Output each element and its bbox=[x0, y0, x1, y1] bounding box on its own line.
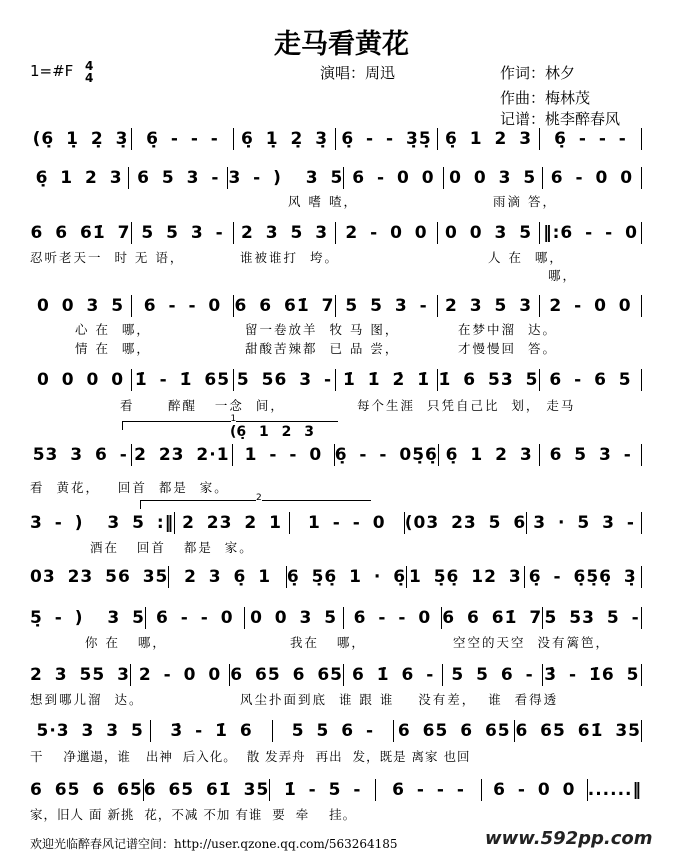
measure: 1 5̣6̣ 12 3 bbox=[407, 566, 524, 588]
transcriber: 记谱：桃李醉春风 bbox=[500, 110, 621, 128]
measure: ‖:6 - - 0 bbox=[540, 222, 642, 244]
lyric: 心 在 哪， bbox=[75, 322, 151, 337]
measure: 6 - 6 5 bbox=[540, 369, 642, 391]
singer: 演唱：周迅 bbox=[320, 64, 396, 82]
lyric: 每个生涯 只凭自己比 划， 走马 bbox=[357, 398, 576, 413]
measure: 2 3 6̣ 1 bbox=[169, 566, 286, 588]
measure: 1̇ - 5 - bbox=[270, 779, 376, 801]
measure: 6̣ 1 2 3 bbox=[439, 444, 541, 466]
measure: 6 65 61̇ 35 bbox=[143, 780, 270, 800]
measure: 3̇ - 1̇6 5 bbox=[543, 664, 642, 686]
measure: 5̣ - ) 3 5 bbox=[30, 608, 145, 628]
notation-row bbox=[30, 779, 642, 801]
measure: 6 - 0 0 bbox=[482, 779, 588, 801]
measure: 6 - 0 0 bbox=[543, 167, 642, 189]
measure: 0 0 3 5 bbox=[245, 607, 344, 629]
measure: 2 - 0 0 bbox=[336, 222, 438, 244]
lyric: 甜酸苦辣都 已 品 尝， bbox=[245, 341, 400, 356]
lyric: 谁被谁打 垮。 bbox=[240, 250, 339, 265]
measure: 3̇ - 1̇ 6 bbox=[151, 720, 272, 742]
volta-1-label: 1 bbox=[230, 414, 237, 424]
lyric: 才慢慢回 答。 bbox=[458, 341, 557, 356]
volta-2 bbox=[140, 493, 371, 509]
volta-2-label: 2 bbox=[256, 493, 262, 503]
lyric: 家，旧人 面 新挑 花，不减 不加 有谁 要 牵 挂。 bbox=[30, 807, 357, 822]
measure: 2 23 2 1 bbox=[175, 512, 290, 534]
lyric: 风尘扑面到底 谁 跟 谁 没有差， 谁 看得透 bbox=[240, 692, 559, 707]
measure: 0 0 3 5 bbox=[438, 222, 540, 244]
measure: 6̣ - - - bbox=[132, 128, 234, 150]
measure: ......‖ bbox=[587, 780, 642, 800]
lyric: 人 在 哪， bbox=[488, 250, 564, 265]
measure: 2 3 5 3 bbox=[234, 222, 336, 244]
lyric: 酒在 回首 都是 家。 bbox=[90, 540, 254, 555]
measure: 6̣ 1̣ 2̣ 3̣ bbox=[234, 128, 336, 150]
lyric: 哪， bbox=[548, 268, 578, 283]
lyric: 想到哪儿溜 达。 bbox=[30, 692, 144, 707]
notation-row bbox=[30, 295, 642, 317]
measure: 6 6 61̇ 7 bbox=[442, 608, 543, 628]
measure: 6 65 6 65 bbox=[30, 780, 143, 800]
measure: 5 5 6 - bbox=[273, 720, 394, 742]
notation-row bbox=[30, 512, 642, 534]
lyric: 空空的天空 没有篱笆， bbox=[453, 635, 610, 650]
measure: (6̣ 1̣ 2̣ 3̣ bbox=[30, 128, 132, 150]
notation-row bbox=[30, 222, 642, 244]
measure: 1 - - 0 bbox=[290, 512, 405, 534]
measure: 5 56 3 - bbox=[234, 369, 336, 391]
measure: 03 23 56 35 bbox=[30, 567, 169, 587]
lyric: 情 在 哪， bbox=[75, 341, 151, 356]
song-title: 走马看黄花 bbox=[274, 29, 409, 60]
measure: 53 3 6 - bbox=[30, 444, 132, 466]
measure: 2 3 5 3 bbox=[438, 295, 540, 317]
time-sig-bottom: 4 bbox=[85, 71, 94, 85]
notation-row bbox=[30, 369, 642, 391]
lyric: 我在 哪， bbox=[290, 635, 366, 650]
notation-row bbox=[30, 167, 642, 189]
measure: 6 5 3 - bbox=[129, 167, 228, 189]
lyric: 风 嗜 喳， bbox=[288, 194, 358, 209]
notation-row bbox=[30, 607, 642, 629]
measure: 6̣ - 6̣5̣6̣ 3̣ bbox=[525, 566, 642, 588]
measure: 6 - - 0 bbox=[146, 607, 245, 629]
lyric: 醉醒 一念 间， bbox=[168, 398, 285, 413]
measure: 3 · 5 3 - bbox=[527, 512, 642, 534]
lyric: 忍听老天一 时 无 语， bbox=[30, 250, 185, 265]
measure: (03 23 5 6 bbox=[404, 513, 527, 533]
composer: 作曲：梅林茂 bbox=[500, 89, 591, 107]
watermark: www.592pp.com bbox=[485, 828, 653, 849]
measure: 6 5 3 - bbox=[540, 444, 642, 466]
measure: 5·3 3 3 5 bbox=[30, 720, 151, 742]
measure: 1̇ - 1̇ 65 bbox=[132, 369, 234, 391]
notation-row bbox=[30, 128, 642, 150]
measure: 6 65 6 65 bbox=[394, 720, 515, 742]
measure: 1̇ 1̇ 2̇ 1̇ bbox=[336, 369, 438, 391]
lyricist: 作词：林夕 bbox=[500, 64, 576, 82]
measure: 3 - ) 3 5 bbox=[228, 168, 344, 188]
measure: 6 65 61̇ 35 bbox=[515, 721, 641, 741]
measure: 5 5 3 - bbox=[336, 295, 438, 317]
lyric: 留一卷放羊 牧 马 图， bbox=[245, 322, 400, 337]
measure: 6 6 61̇ 7 bbox=[234, 296, 335, 316]
measure: 6̣ - - - bbox=[540, 128, 642, 150]
lyric: 干 净邋遢，谁 出神 后入化。 散 发弄舟 再出 发，既是 离家 也回 bbox=[30, 749, 471, 764]
notation-row bbox=[30, 566, 642, 588]
notation-row bbox=[30, 664, 642, 686]
measure: 6 65 6 65 bbox=[230, 665, 343, 685]
measure: 6̣ - - 3̣5̣ bbox=[336, 128, 438, 150]
measure: 6̣ - - 05̣6̣ bbox=[334, 445, 438, 465]
measure: 6 1̇ 6 - bbox=[344, 664, 443, 686]
lyric: 雨滴 答， bbox=[493, 194, 557, 209]
measure: 6̣ 1 2 3 bbox=[30, 167, 129, 189]
measure: 3 - ) 3 5 :‖ bbox=[30, 513, 175, 533]
measure: 5 5 3 - bbox=[132, 222, 234, 244]
measure: 2 - 0 0 bbox=[540, 295, 642, 317]
measure: 1̇ 6 53 5 bbox=[438, 370, 539, 390]
measure: 2 23 2·1 bbox=[132, 444, 234, 466]
measure: 0 0 3 5 bbox=[444, 167, 543, 189]
measure: 1 - - 0 bbox=[233, 444, 335, 466]
measure: 6̣ 1 2 3 bbox=[438, 128, 540, 150]
volta-annotation: (6̣ 1 2 3 bbox=[230, 424, 314, 440]
measure: 2 3 55 3 bbox=[30, 665, 130, 685]
measure: 6 - - 0 bbox=[344, 607, 443, 629]
measure: 6 6 61̇ 7 bbox=[30, 223, 131, 243]
lyric: 你 在 哪， bbox=[85, 635, 167, 650]
measure: 5 53 5 - bbox=[543, 607, 642, 629]
key-signature: 1=#F bbox=[30, 62, 74, 80]
measure: 6 - 0 0 bbox=[344, 167, 443, 189]
notation-row bbox=[30, 720, 642, 742]
measure: 2 - 0 0 bbox=[131, 664, 230, 686]
measure: 0 0 0 0 bbox=[30, 369, 132, 391]
time-sig-top: 4 bbox=[85, 59, 94, 73]
notation-row bbox=[30, 444, 642, 466]
lyric: 看 bbox=[120, 398, 135, 413]
lyric: 在梦中溜 达。 bbox=[458, 322, 557, 337]
footer-text: 欢迎光临醉春风记谱空间：http://user.qzone.qq.com/563264185 bbox=[30, 837, 398, 851]
measure: 0 0 3 5 bbox=[30, 295, 132, 317]
measure: 5 5 6 - bbox=[443, 664, 542, 686]
measure: 6̣ 5̣6̣ 1 · 6̣ bbox=[286, 567, 407, 587]
measure: 6 - - 0 bbox=[132, 295, 234, 317]
time-signature bbox=[85, 60, 93, 84]
measure: 6 - - - bbox=[376, 779, 482, 801]
lyric: 看 黄花， 回首 都是 家。 bbox=[30, 480, 229, 495]
